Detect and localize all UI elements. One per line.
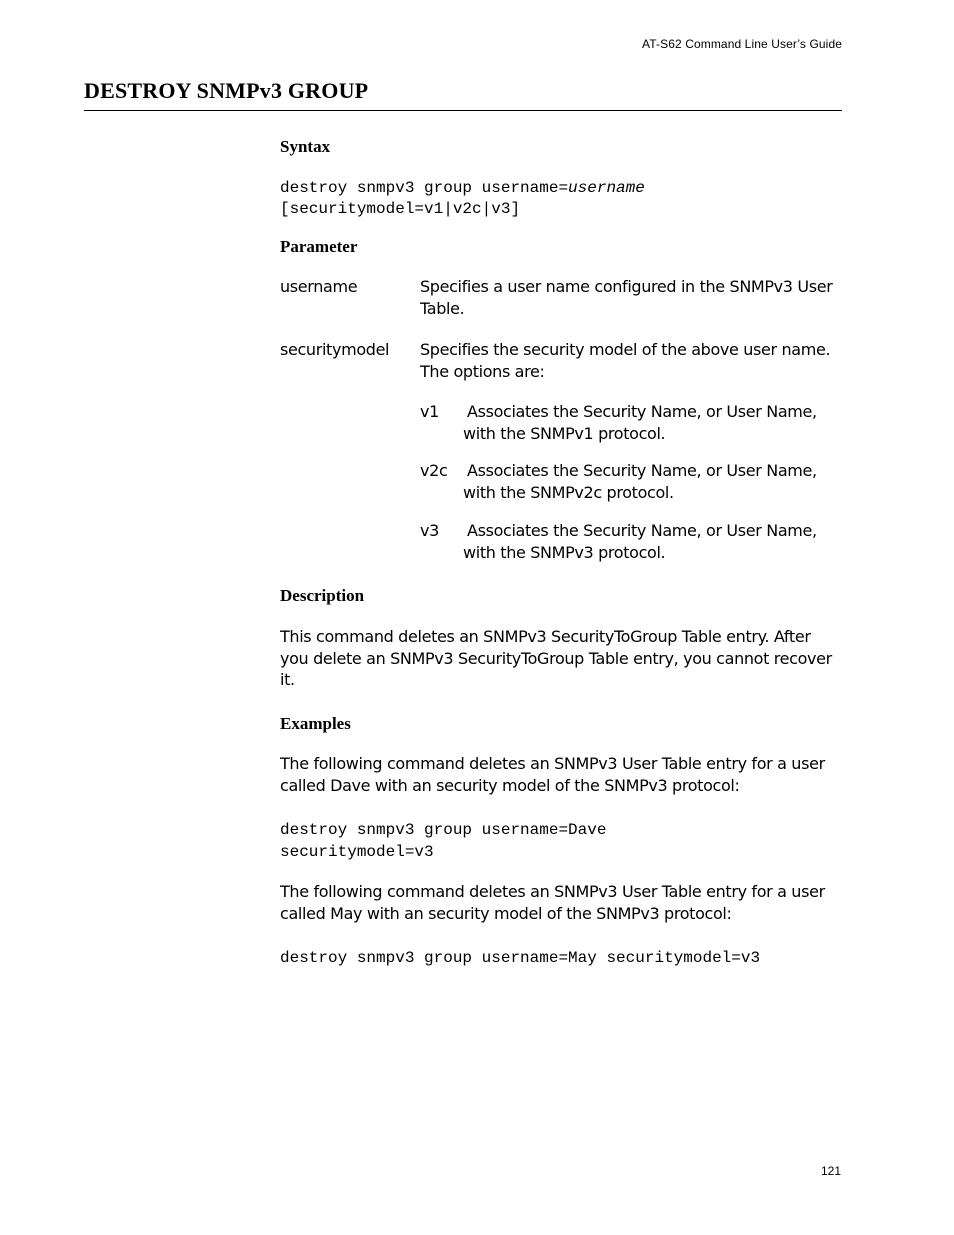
page-title: DESTROY SNMPv3 GROUP — [84, 78, 369, 103]
description-text: This command deletes an SNMPv3 SecurityToGroup Table entry. After you delete an SNMPv3 SecurityToGroup Table entry, you cannot recover it. — [280, 627, 832, 689]
syntax-variable: username — [568, 179, 645, 197]
option-term-v1: v1 — [420, 402, 439, 421]
page-number: 121 — [820, 1164, 841, 1178]
param-term-username: username — [280, 277, 358, 296]
param-def-username: Specifies a user name configured in the SNMPv3 User Table. — [420, 277, 833, 318]
param-term-securitymodel: securitymodel — [280, 340, 390, 359]
syntax-line-1 — [280, 178, 645, 200]
description-heading: Description — [280, 586, 365, 605]
option-term-v3: v3 — [420, 521, 439, 540]
syntax-line-2: [securitymodel=v1|v2c|v3] — [280, 200, 521, 218]
parameter-heading: Parameter — [280, 237, 358, 256]
param-def-securitymodel: Specifies the security model of the above user name. The options are: — [420, 340, 831, 381]
title-rule — [84, 110, 842, 111]
example-1-code-line-1: destroy snmpv3 group username=Dave — [280, 821, 607, 839]
option-def-v2c: Associates the Security Name, or User Name, with the SNMPv2c protocol. — [463, 461, 817, 502]
example-2-intro: The following command deletes an SNMPv3 User Table entry for a user called May with an security model of the SNMPv3 protocol: — [280, 882, 825, 923]
option-def-v1: Associates the Security Name, or User Name, with the SNMPv1 protocol. — [463, 402, 817, 443]
running-header: AT-S62 Command Line User’s Guide — [642, 37, 842, 51]
example-2-code: destroy snmpv3 group username=May securitymodel=v3 — [280, 949, 761, 967]
syntax-heading: Syntax — [280, 137, 331, 156]
syntax-command: destroy snmpv3 group username= — [280, 179, 569, 197]
example-1-intro: The following command deletes an SNMPv3 User Table entry for a user called Dave with an security model of the SNMPv3 protocol: — [280, 754, 825, 795]
examples-heading: Examples — [280, 714, 351, 733]
option-def-v3: Associates the Security Name, or User Name, with the SNMPv3 protocol. — [463, 521, 817, 562]
option-term-v2c: v2c — [420, 461, 448, 480]
example-1-code-line-2: securitymodel=v3 — [280, 843, 434, 861]
